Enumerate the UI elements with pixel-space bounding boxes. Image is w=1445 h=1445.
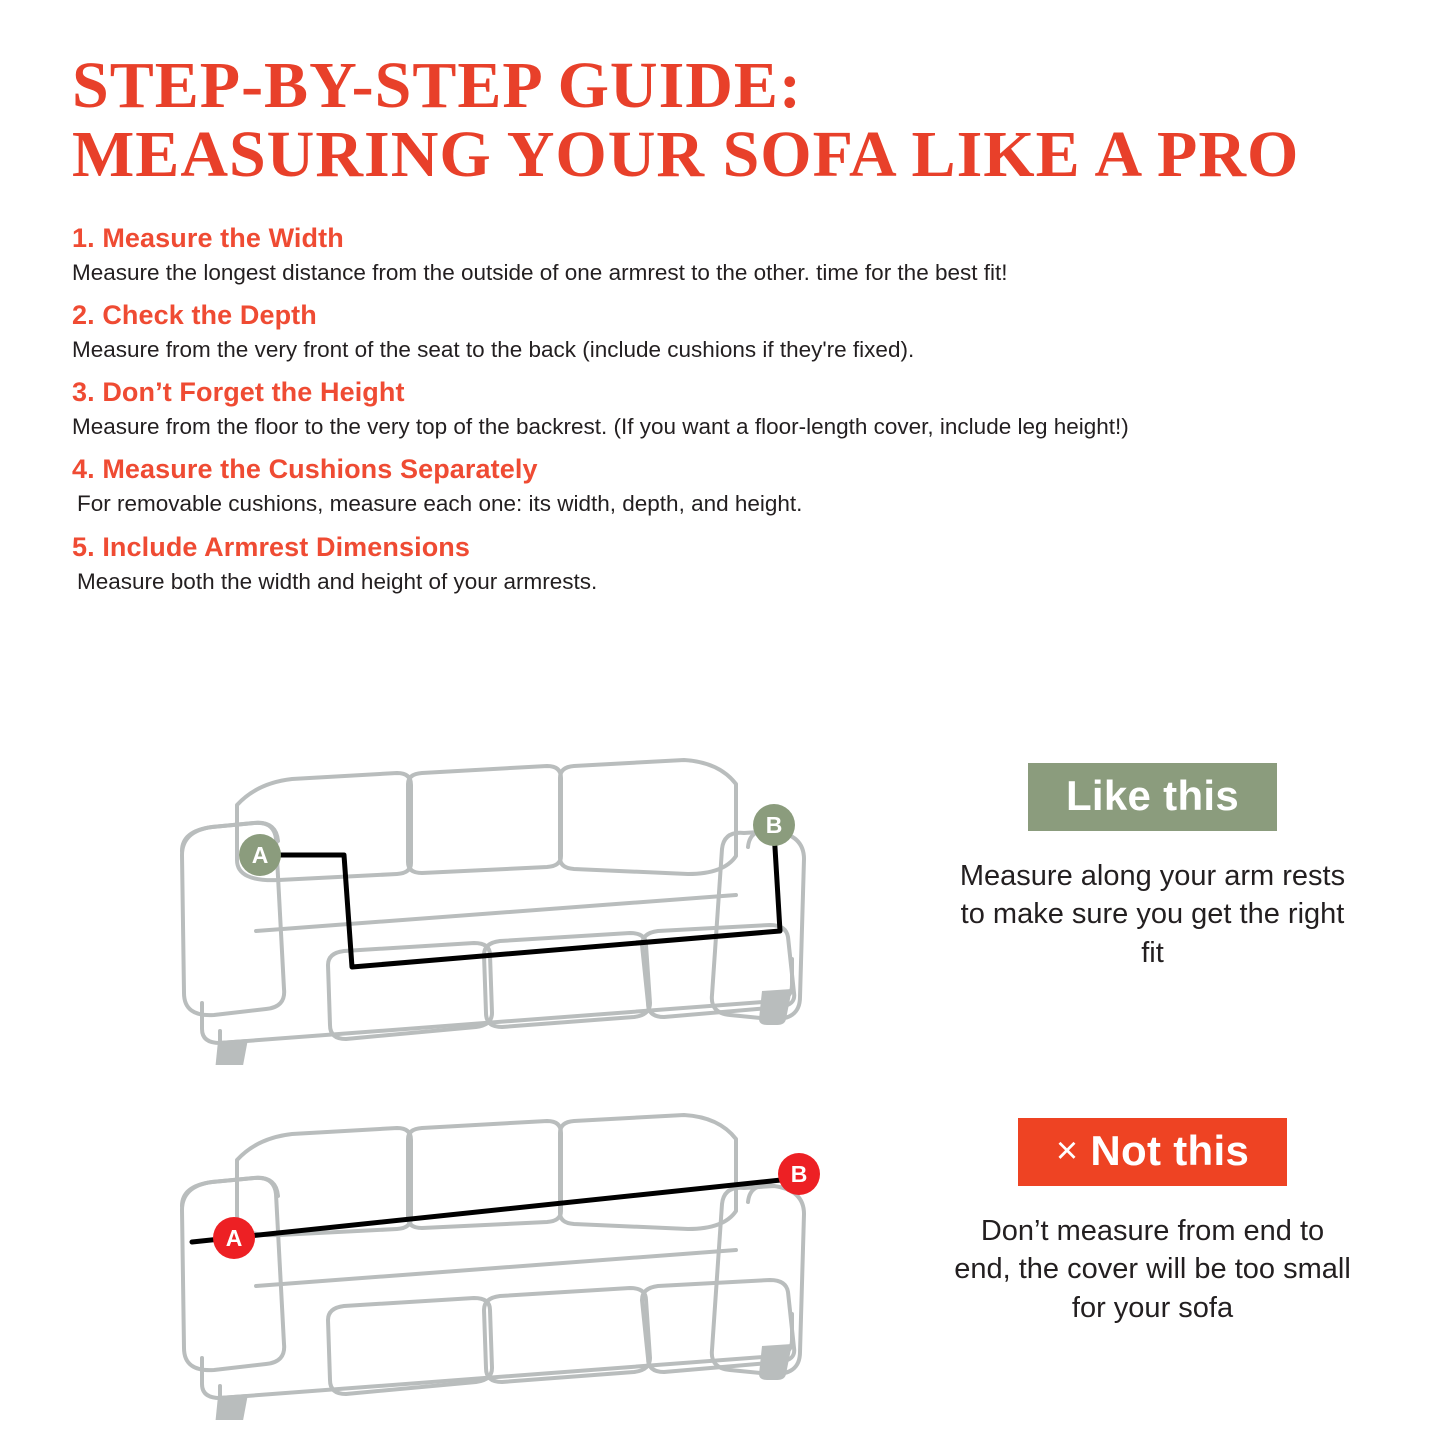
badge-like-this-label: Like this bbox=[1065, 772, 1240, 819]
step-body-2: Measure from the very front of the seat to the back (include cushions if they're fixed). bbox=[72, 336, 915, 362]
step-heading-1: 1. Measure the Width bbox=[72, 222, 344, 253]
close-icon: × bbox=[1055, 1130, 1079, 1172]
step-body-5: Measure both the width and height of your armrests. bbox=[77, 568, 598, 594]
steps-list bbox=[62, 223, 1383, 596]
step-body-1: Measure the longest distance from the outside of one armrest to the other. time for the best fit! bbox=[72, 259, 1008, 285]
badge-not-this bbox=[1018, 1118, 1287, 1186]
panel-correct bbox=[62, 735, 1383, 1075]
sofa-diagram-correct bbox=[62, 735, 892, 1065]
svg-text:B: B bbox=[765, 812, 783, 838]
step-heading-2: 2. Check the Depth bbox=[72, 299, 317, 330]
sofa-illustration-correct bbox=[62, 735, 892, 1065]
step-heading-3: 3. Don’t Forget the Height bbox=[72, 377, 405, 408]
page-title bbox=[62, 0, 1383, 192]
step-body-4: For removable cushions, measure each one: its width, depth, and height. bbox=[77, 491, 803, 517]
callout-text-incorrect: Don’t measure from end to end, the cover will be too small for your sofa bbox=[954, 1215, 1351, 1324]
svg-text:A: A bbox=[225, 1225, 243, 1251]
title-line-1: STEP-BY-STEP GUIDE: bbox=[72, 49, 802, 122]
step-heading-5: 5. Include Armrest Dimensions bbox=[72, 531, 471, 562]
badge-like-this bbox=[1028, 763, 1277, 831]
badge-not-this-label: Not this bbox=[1090, 1127, 1250, 1174]
marker-b-correct bbox=[753, 804, 795, 846]
title-line-2: MEASURING YOUR SOFA LIKE A PRO bbox=[72, 118, 1300, 192]
sofa-illustration-incorrect bbox=[62, 1090, 892, 1420]
step-item-3 bbox=[72, 377, 1383, 441]
svg-text:A: A bbox=[251, 842, 269, 868]
illustration-panels bbox=[62, 735, 1383, 1415]
sofa-diagram-incorrect bbox=[62, 1090, 892, 1420]
step-heading-4: 4. Measure the Cushions Separately bbox=[72, 454, 538, 485]
measurement-line-incorrect bbox=[192, 1178, 800, 1242]
svg-text:B: B bbox=[790, 1161, 808, 1187]
step-item-5 bbox=[72, 532, 1383, 596]
callout-incorrect bbox=[892, 1090, 1383, 1327]
marker-a-incorrect bbox=[213, 1217, 255, 1259]
step-body-3: Measure from the floor to the very top of the backrest. (If you want a floor-length cover, include leg height!) bbox=[72, 414, 1129, 440]
callout-text-correct: Measure along your arm rests to make sure you get the right fit bbox=[959, 860, 1346, 969]
callout-correct bbox=[892, 735, 1383, 972]
marker-b-incorrect bbox=[778, 1153, 820, 1195]
step-item-2 bbox=[72, 300, 1383, 364]
panel-incorrect bbox=[62, 1090, 1383, 1430]
step-item-1 bbox=[72, 223, 1383, 287]
marker-a-correct bbox=[239, 834, 281, 876]
step-item-4 bbox=[72, 454, 1383, 518]
